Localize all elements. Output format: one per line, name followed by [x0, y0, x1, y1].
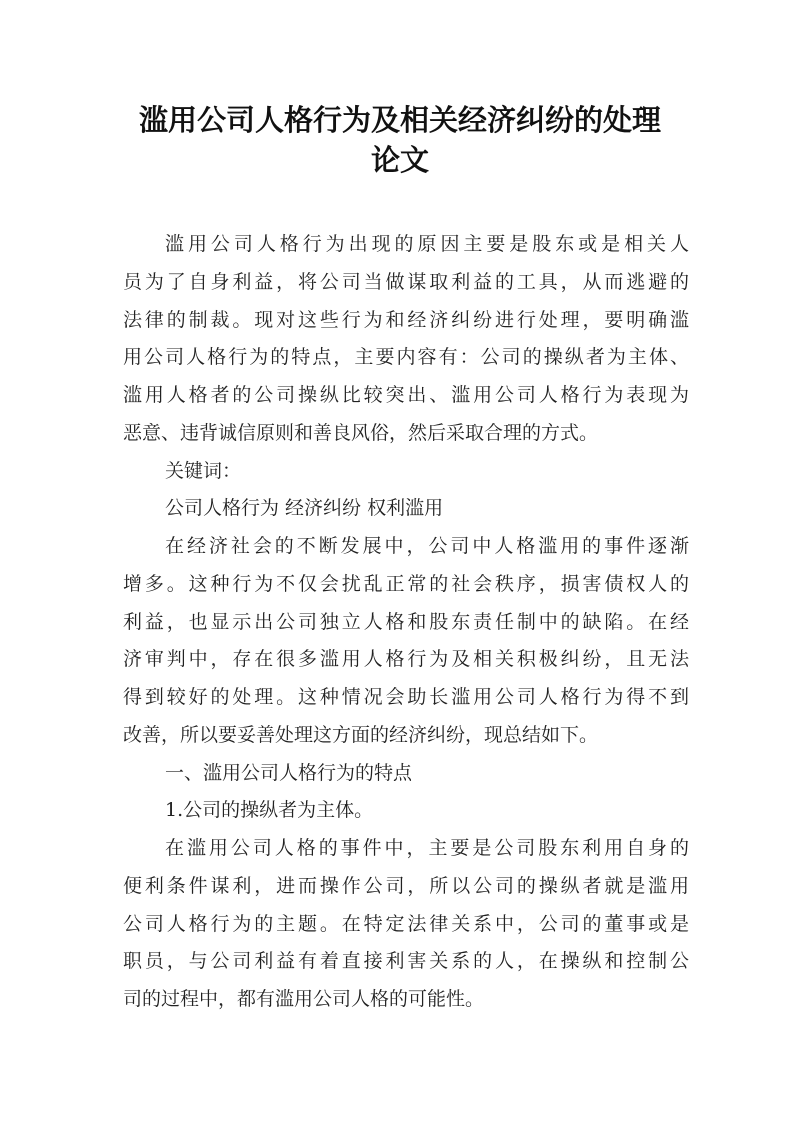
paragraph [123, 755, 689, 793]
document-title: 滥用公司人格行为及相关经济纠纷的处理 [138, 103, 661, 137]
text-line: 在滥用公司人格的事件中，主要是公司股东利用自身的 [165, 837, 689, 859]
paragraph [123, 490, 689, 528]
text-line: 员为了自身利益，将公司当做谋取利益的工具，从而逃避的 [123, 270, 689, 293]
text-line: 1.公司的操纵者为主体。 [165, 799, 374, 822]
text-line: 职员，与公司利益有着直接利害关系的人，在操纵和控制公 [123, 950, 689, 973]
paragraph [123, 830, 689, 1019]
text-line: 法律的制裁。现对这些行为和经济纠纷进行处理，要明确滥 [123, 308, 689, 331]
document-body [123, 226, 689, 1019]
text-line: 利益，也显示出公司独立人格和股东责任制中的缺陷。在经 [123, 610, 689, 633]
text-line: 在经济社会的不断发展中，公司中人格滥用的事件逐渐 [165, 535, 689, 557]
text-line: 公司人格行为 经济纠纷 权利滥用 [165, 497, 444, 520]
paragraph [123, 226, 689, 453]
paragraph [123, 792, 689, 830]
text-line: 改善，所以要妥善处理这方面的经济纠纷，现总结如下。 [123, 723, 599, 746]
text-line: 增多。这种行为不仅会扰乱正常的社会秩序，损害债权人的 [123, 572, 689, 595]
text-line: 滥用公司人格行为出现的原因主要是股东或是相关人 [165, 233, 689, 255]
text-line: 一、滥用公司人格行为的特点 [165, 761, 413, 784]
paragraph [123, 528, 689, 755]
text-line: 司的过程中，都有滥用公司人格的可能性。 [123, 988, 485, 1010]
document-title-continued: 论文 [370, 143, 429, 177]
text-line: 便利条件谋利，进而操作公司，所以公司的操纵者就是滥用 [123, 874, 689, 897]
text-line: 用公司人格行为的特点，主要内容有：公司的操纵者为主体、 [123, 346, 689, 369]
text-line: 关键词： [165, 459, 242, 482]
text-line: 恶意、违背诚信原则和善良风俗，然后采取合理的方式。 [123, 421, 599, 444]
text-line: 得到较好的处理。这种情况会助长滥用公司人格行为得不到 [123, 686, 689, 708]
text-line: 公司人格行为的主题。在特定法律关系中，公司的董事或是 [123, 912, 689, 935]
text-line: 滥用人格者的公司操纵比较突出、滥用公司人格行为表现为 [123, 384, 689, 406]
paragraph [123, 453, 689, 491]
text-line: 济审判中，存在很多滥用人格行为及相关积极纠纷，且无法 [123, 648, 689, 671]
